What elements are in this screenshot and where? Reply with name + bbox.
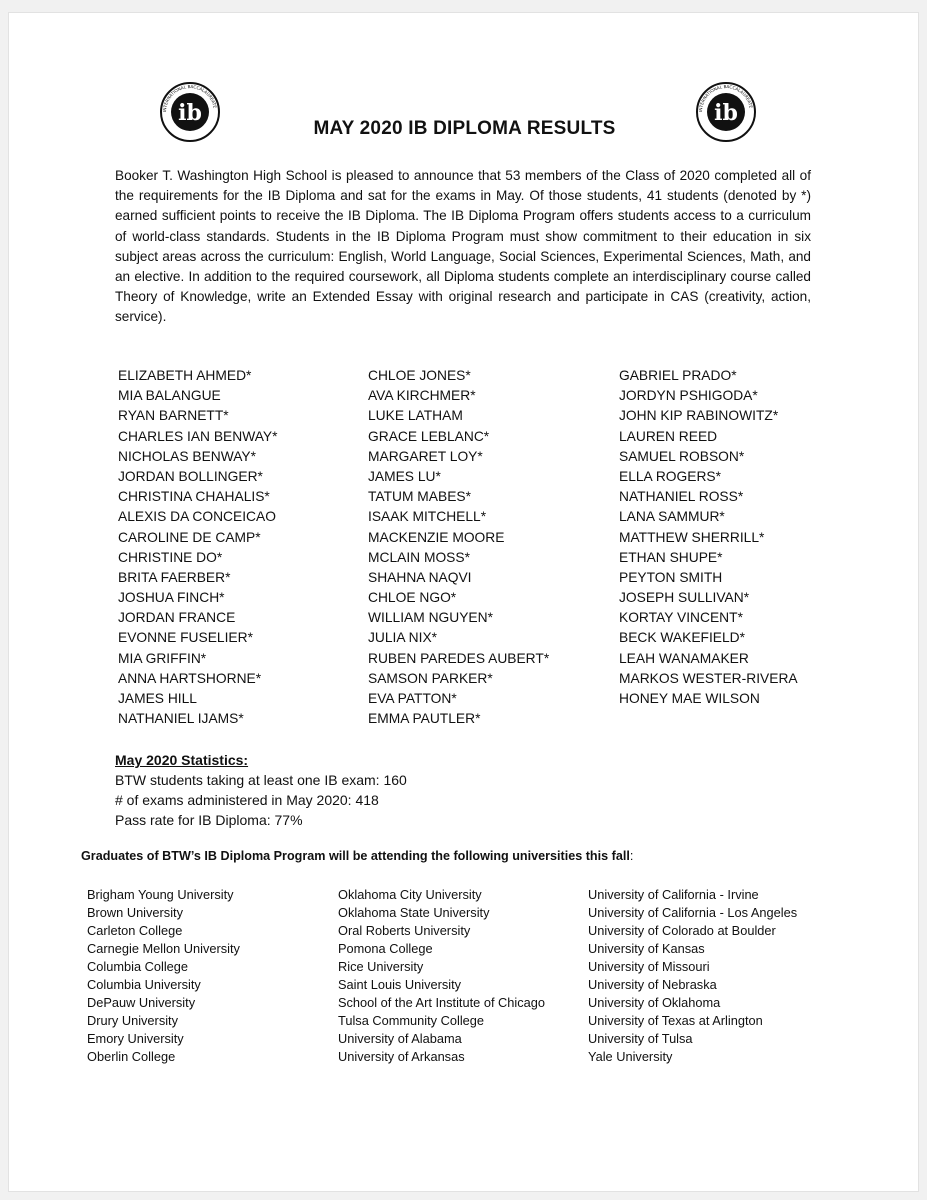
svg-text:ib: ib [178, 100, 202, 126]
student-name: JOSEPH SULLIVAN* [619, 590, 750, 606]
student-name: WILLIAM NGUYEN* [368, 610, 493, 626]
university-name: University of Colorado at Boulder [588, 923, 776, 938]
student-name: CHLOE NGO* [368, 590, 457, 606]
university-name: Oberlin College [87, 1049, 176, 1064]
university-name: Emory University [87, 1031, 184, 1046]
student-name: ELIZABETH AHMED* [118, 368, 252, 383]
student-name: PEYTON SMITH [619, 569, 723, 585]
university-name: University of Kansas [588, 941, 705, 956]
university-name: School of the Art Institute of Chicago [338, 995, 546, 1010]
student-name: LAUREN REED [619, 428, 718, 444]
university-name: Yale University [588, 1049, 673, 1064]
student-name: KORTAY VINCENT* [619, 610, 743, 626]
intro-paragraph: Booker T. Washington High School is pleased to announce that 53 members of the Class of 2020 completed all of the requirements for the IB Diploma and sat for the exams in May. Of those students, 41 students (denoted by *) earned sufficient points to receive the IB Diploma. The IB Diploma Program offers students access to a curriculum of world-class standards. Students in the IB Diploma Program must show commitment to their education in six subject areas across the curriculum: English, World Language, Social Sciences, Experimental Sciences, Math, and an elective. In addition to the required coursework, all Diploma students complete an interdisciplinary course called Theory of Knowledge, write an Extended Essay with original research and participate in CAS (creativity, action, service). [115, 168, 811, 325]
university-name: Oklahoma City University [338, 887, 482, 902]
university-name: Brown University [87, 905, 184, 920]
university-name: Pomona College [338, 941, 433, 956]
svg-text:INTERNATIONAL BACCALAUREATE: INTERNATIONAL BACCALAUREATE [161, 83, 218, 113]
student-name: BRITA FAERBER* [118, 569, 231, 585]
university-name: University of Nebraska [588, 977, 717, 992]
student-name: TATUM MABES* [368, 489, 471, 505]
university-name: Oklahoma State University [338, 905, 490, 920]
svg-text:ib: ib [714, 100, 738, 126]
student-name: RUBEN PAREDES AUBERT* [368, 650, 550, 666]
statistics-section [115, 750, 407, 830]
university-name: Columbia College [87, 959, 189, 974]
student-list-col2 [368, 366, 549, 729]
student-name: HONEY MAE WILSON [619, 691, 760, 706]
university-name: Drury University [87, 1013, 179, 1028]
student-name: ETHAN SHUPE* [619, 549, 723, 565]
student-name: MATTHEW SHERRILL* [619, 529, 765, 545]
university-name: Saint Louis University [338, 977, 462, 992]
stat-line: Pass rate for IB Diploma: 77% [115, 812, 303, 828]
stat-line: # of exams administered in May 2020: 418 [115, 792, 379, 808]
student-name: RYAN BARNETT* [118, 408, 229, 424]
student-name: JOHN KIP RABINOWITZ* [619, 408, 779, 424]
universities-heading-colon: : [629, 849, 634, 863]
student-name: GABRIEL PRADO* [619, 368, 737, 383]
document-page [8, 12, 919, 1192]
student-name: JORDYN PSHIGODA* [619, 388, 758, 404]
student-name: CHLOE JONES* [368, 368, 471, 383]
student-name: ISAAK MITCHELL* [368, 509, 487, 525]
university-name: University of Oklahoma [588, 995, 721, 1010]
university-name: DePauw University [87, 995, 196, 1010]
student-list-col1 [118, 366, 277, 729]
student-name: MACKENZIE MOORE [368, 529, 505, 545]
universities-heading-text: Graduates of BTW’s IB Diploma Program will be attending the following universities this fall [81, 849, 630, 863]
student-name: AVA KIRCHMER* [368, 388, 476, 404]
university-name: Rice University [338, 959, 424, 974]
student-name: ELLA ROGERS* [619, 468, 721, 484]
student-name: SAMUEL ROBSON* [619, 448, 745, 464]
university-list-col3 [588, 886, 797, 1066]
student-name: GRACE LEBLANC* [368, 428, 490, 444]
university-name: Oral Roberts University [338, 923, 471, 938]
student-name: MARKOS WESTER-RIVERA [619, 670, 798, 686]
university-name: University of Missouri [588, 959, 710, 974]
student-name: NATHANIEL ROSS* [619, 489, 744, 505]
student-name: CHRISTINE DO* [118, 549, 223, 565]
university-name: Tulsa Community College [338, 1013, 485, 1028]
university-name: Carleton College [87, 923, 183, 938]
student-name: EVA PATTON* [368, 691, 457, 706]
stat-line: BTW students taking at least one IB exam: 160 [115, 772, 407, 788]
student-list-col3 [619, 366, 798, 709]
student-name: LANA SAMMUR* [619, 509, 725, 525]
university-name: Columbia University [87, 977, 201, 992]
student-name: MIA GRIFFIN* [118, 650, 207, 666]
university-name: Brigham Young University [87, 887, 234, 902]
university-name: University of Alabama [338, 1031, 462, 1046]
university-name: University of Tulsa [588, 1031, 693, 1046]
student-name: ALEXIS DA CONCEICAO [118, 509, 276, 525]
student-name: LEAH WANAMAKER [619, 650, 749, 666]
student-name: NICHOLAS BENWAY* [118, 448, 256, 464]
university-list-col1 [87, 886, 240, 1066]
student-name: JOSHUA FINCH* [118, 590, 225, 606]
university-list-col2 [338, 886, 545, 1066]
student-name: JORDAN BOLLINGER* [118, 468, 263, 484]
student-name: CAROLINE DE CAMP* [118, 529, 261, 545]
university-name: University of California - Irvine [588, 887, 759, 902]
student-name: JULIA NIX* [368, 630, 438, 646]
student-name: BECK WAKEFIELD* [619, 630, 745, 646]
student-name: NATHANIEL IJAMS* [118, 711, 244, 727]
student-name: MIA BALANGUE [118, 388, 221, 404]
student-name: MCLAIN MOSS* [368, 549, 470, 565]
student-name: ANNA HARTSHORNE* [118, 670, 262, 686]
university-name: University of Arkansas [338, 1049, 465, 1064]
student-name: CHARLES IAN BENWAY* [118, 428, 278, 444]
universities-heading [81, 849, 633, 863]
student-name: LUKE LATHAM [368, 408, 463, 424]
student-name: EVONNE FUSELIER* [118, 630, 253, 646]
student-name: CHRISTINA CHAHALIS* [118, 489, 270, 505]
student-name: SAMSON PARKER* [368, 670, 493, 686]
statistics-title: May 2020 Statistics: [115, 752, 249, 768]
university-name: University of California - Los Angeles [588, 905, 798, 920]
university-name: University of Texas at Arlington [588, 1013, 763, 1028]
student-name: JAMES HILL [118, 691, 197, 706]
student-name: JORDAN FRANCE [118, 610, 236, 626]
student-name: EMMA PAUTLER* [368, 711, 481, 727]
student-name: MARGARET LOY* [368, 448, 483, 464]
student-name: SHAHNA NAQVI [368, 569, 472, 585]
svg-text:INTERNATIONAL BACCALAUREATE: INTERNATIONAL BACCALAUREATE [697, 83, 754, 113]
page-title: MAY 2020 IB DIPLOMA RESULTS [313, 118, 616, 139]
university-name: Carnegie Mellon University [87, 941, 240, 956]
student-name: JAMES LU* [368, 468, 441, 484]
